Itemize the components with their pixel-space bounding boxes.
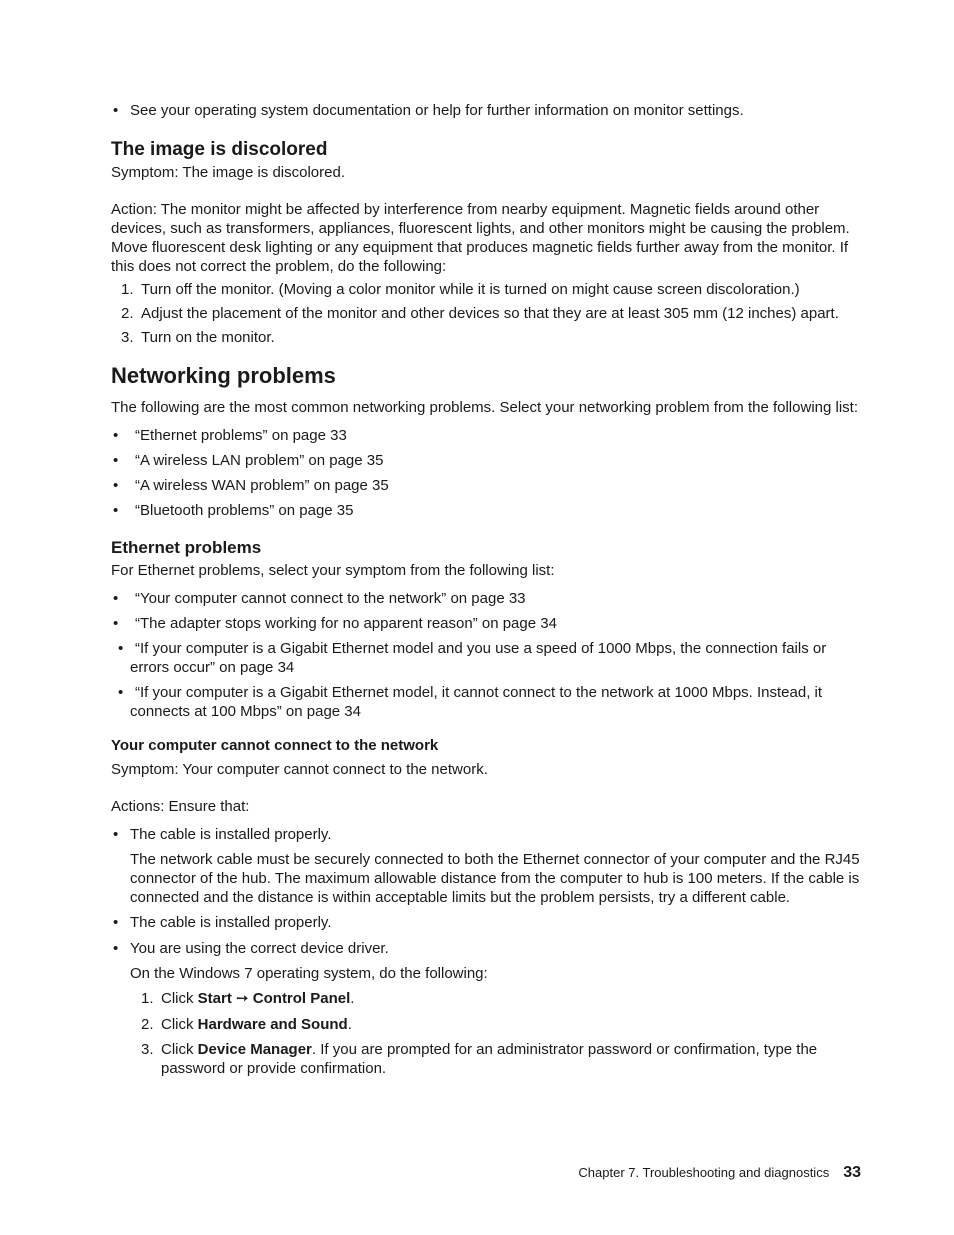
link-bluetooth[interactable]: • “Bluetooth problems” on page 35 bbox=[111, 501, 863, 520]
cable-detail: The network cable must be securely connected to both the Ethernet connector of your computer and the RJ45 connector of the hub. The maximum allowable distance from the computer to hub is 100 meters. If the cable is connected and the distance is within acceptable limits but the problem persists, try a different cable. bbox=[130, 851, 860, 906]
driver-detail: On the Windows 7 operating system, do the following: bbox=[130, 965, 488, 982]
discolored-action: Action: The monitor might be affected by interference from nearby equipment. Magnetic fields around other devices, such as transformers, appliances, fluorescent lights, and other monitors might be causing the problem. Move fluorescent desk lighting or any equipment that produces magnetic fields further away from the monitor. If this does not correct the problem, do the following: bbox=[111, 201, 850, 275]
page-footer bbox=[578, 1163, 861, 1183]
discolored-step: 2. Adjust the placement of the monitor and other devices so that they are at least 305 mm (12 inches) apart. bbox=[121, 305, 839, 322]
link-wireless-lan[interactable]: • “A wireless LAN problem” on page 35 bbox=[111, 451, 863, 470]
link-adapter-stops[interactable]: • “The adapter stops working for no apparent reason” on page 34 bbox=[111, 614, 863, 633]
discolored-symptom: Symptom: The image is discolored. bbox=[111, 164, 345, 181]
link-wireless-wan[interactable]: • “A wireless WAN problem” on page 35 bbox=[111, 476, 863, 495]
heading-cannot-connect: Your computer cannot connect to the network bbox=[111, 737, 439, 754]
intro-bullet: • See your operating system documentation or help for further information on monitor settings. bbox=[111, 101, 863, 120]
link-ethernet-problems[interactable]: • “Ethernet problems” on page 33 bbox=[111, 426, 863, 445]
networking-intro: The following are the most common networking problems. Select your networking problem from the following list: bbox=[111, 399, 858, 416]
driver-step: 2. Click Hardware and Sound. bbox=[141, 1016, 352, 1033]
check-cable-bullet: • The cable is installed properly. bbox=[111, 913, 863, 932]
footer-chapter: Chapter 7. Troubleshooting and diagnostics bbox=[578, 1165, 830, 1180]
link-gigabit-100[interactable]: • “If your computer is a Gigabit Ethernet model, it cannot connect to the network at 1000 Mbps. Instead, it connects at 100 Mbps” on page 34 bbox=[111, 683, 863, 721]
hardware-sound-label: Hardware and Sound bbox=[197, 1016, 348, 1033]
link-cannot-connect[interactable]: • “Your computer cannot connect to the network” on page 33 bbox=[111, 589, 863, 608]
driver-step: 1. Click Start ➙ Control Panel. bbox=[141, 990, 355, 1007]
discolored-step: 1. Turn off the monitor. (Moving a color monitor while it is turned on might cause screen discoloration.) bbox=[121, 281, 800, 298]
page-number: 33 bbox=[843, 1164, 861, 1181]
ethernet-intro: For Ethernet problems, select your symptom from the following list: bbox=[111, 562, 555, 579]
heading-discolored: The image is discolored bbox=[111, 139, 328, 160]
arrow-right-icon: ➙ bbox=[236, 990, 249, 1007]
driver-step: 3. Click Device Manager. If you are prompted for an administrator password or confirmation, type the password or provide confirmation. bbox=[141, 1041, 818, 1077]
discolored-step: 3. Turn on the monitor. bbox=[121, 329, 275, 346]
start-label: Start bbox=[197, 990, 232, 1007]
device-manager-label: Device Manager bbox=[197, 1041, 312, 1058]
heading-networking: Networking problems bbox=[111, 363, 336, 388]
control-panel-label: Control Panel bbox=[252, 990, 351, 1007]
check-cable-bullet: • The cable is installed properly. bbox=[111, 825, 863, 844]
link-gigabit-errors[interactable]: • “If your computer is a Gigabit Ethernet model and you use a speed of 1000 Mbps, the connection fails or errors occur” on page 34 bbox=[111, 639, 863, 677]
heading-ethernet: Ethernet problems bbox=[111, 538, 262, 557]
cannot-connect-symptom: Symptom: Your computer cannot connect to the network. bbox=[111, 761, 488, 778]
check-driver-bullet: • You are using the correct device driver. bbox=[111, 939, 863, 958]
cannot-connect-actions: Actions: Ensure that: bbox=[111, 798, 250, 815]
page-content bbox=[111, 100, 863, 1078]
